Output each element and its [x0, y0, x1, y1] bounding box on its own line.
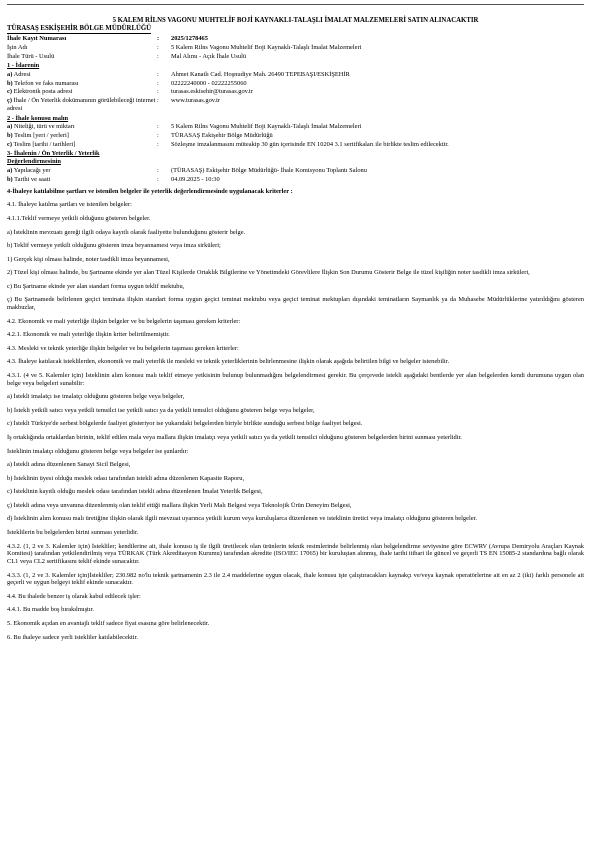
paragraph: 4.2. Ekonomik ve mali yeterliğe ilişkin belgeler ve bu belgelerin taşıması gereken kriterler:: [7, 317, 241, 325]
row-value: Sözleşme imzalanmasını müteakip 30 gün içerisinde EN 10204 3.1 sertifikaları ile birlikte teslim edilecektir.: [171, 141, 449, 149]
tender-kayit-value: 2025/1278465: [171, 35, 208, 43]
paragraph: ç) Bu Şartnamede belirlenen geçici teminata ilişkin standart forma uygun geçici teminat mektubu veya geçici teminat mektupları dışındaki teminatların Saymanlık ya da Muhasebe Müdürlüklerine yatırıldığını gösteren makbuzlar,: [7, 296, 584, 312]
row-value: TÜRASAŞ Eskişehir Bölge Müdürlüğü: [171, 132, 273, 140]
paragraph: 5. Ekonomik açıdan en avantajlı teklif sadece fiyat esasına göre belirlenecektir.: [7, 619, 210, 627]
paragraph: 1) Gerçek kişi olması halinde, noter tasdikli imza beyannamesi,: [7, 255, 170, 263]
section2-heading: 2 - İhale konusu malın: [7, 114, 69, 122]
row-label: Yapılacağı yer: [13, 166, 51, 174]
paragraph: ç) İstekli adına veya unvanına düzenlenmiş olan teklif ettiği mallara ilişkin Yerli Malı Belgesi veya Teknolojik Ürün Deneyim Belgesi,: [7, 501, 352, 509]
paragraph: b) İstekli yetkili satıcı veya yetkili temsilci ise yetkili satıcı ya da yetkili temsilci olduğunu gösteren belge veya belgeler,: [7, 406, 315, 414]
section2-row: [7, 123, 584, 132]
tender-adi-value: 5 Kalem Rilns Vagonu Muhtelif Boji Kaynaklı-Talaşlı İmalat Malzemeleri: [171, 44, 362, 52]
row-letter: c): [7, 88, 12, 96]
section3-row: [7, 176, 584, 185]
row-label: İhale / Ön Yeterlik dokümanının görülebileceği internet adresi: [7, 97, 156, 113]
colon: :: [157, 53, 159, 61]
row-letter: a): [7, 123, 13, 131]
section2-table: [7, 123, 584, 150]
section1-row: [7, 97, 584, 112]
paragraph: 4.3. Mesleki ve teknik yeterliğe ilişkin belgeler ve bu belgelerin taşıması gereken kriterler:: [7, 344, 239, 352]
paragraph: 4.2.1. Ekonomik ve mali yeterliğe ilişkin kriter belirtilmemiştir.: [7, 331, 170, 339]
section1-row: [7, 80, 584, 89]
tender-adi-label: İşin Adı: [7, 44, 28, 52]
row-letter: b): [7, 132, 13, 140]
top-rule: [7, 4, 584, 5]
paragraph: 4.1. İhaleye katılma şartları ve istenilen belgeler:: [7, 201, 132, 209]
row-value: turasas.eskisehir@turasas.gov.tr: [171, 88, 253, 96]
paragraph: c) İstekli Türkiye'de serbest bölgelerde faaliyet gösteriyor ise yukarıdaki belgelerden biriyle birlikte sunduğu serbest bölge faaliyet belgesi.: [7, 420, 363, 428]
tender-kayit-row: [7, 35, 584, 44]
paragraph: c) İsteklinin kayıtlı olduğu meslek odası tarafından istekli adına düzenlenen İmalat Yeterlik Belgesi,: [7, 488, 263, 496]
row-letter: b): [7, 175, 13, 183]
colon: :: [157, 166, 159, 174]
section1-table: [7, 71, 584, 113]
tender-adi-row: [7, 44, 584, 53]
paragraph: a) İsteklinin mevzuatı gereği ilgili odaya kayıtlı olarak faaliyette bulunduğunu gösterir belge.: [7, 228, 246, 236]
row-value: 04.09.2025 - 10:30: [171, 175, 220, 183]
colon: :: [157, 79, 159, 87]
colon: :: [157, 35, 160, 43]
paragraph: b) İsteklinin üyesi olduğu meslek odası tarafından istekli adına düzenlenen Kapasite Raporu,: [7, 474, 245, 482]
paragraph: 2) Tüzel kişi olması halinde, bu Şartname ekinde yer alan Tüzel Kişilerde Ortaklık Bilgilerine ve Yönetimdeki Görevlilere İlişkin Son Durumu Gösterir Belge ile tüzel kişiliğin noter tasdikli imza sirküleri,: [7, 269, 530, 277]
row-value: www.turasas.gov.tr: [171, 97, 221, 105]
tender-turu-label: İhale Türü - Usulü: [7, 53, 55, 61]
section1-row: [7, 88, 584, 97]
tender-turu-value: Mal Alımı - Açık İhale Usulü: [171, 53, 247, 61]
paragraph: b) Teklif vermeye yetkili olduğunu gösteren imza beyannamesi veya imza sirküleri;: [7, 242, 221, 250]
section3-table: [7, 167, 584, 185]
row-label: Teslim [tarihi / tarihleri]: [13, 141, 76, 149]
colon: :: [157, 97, 159, 105]
row-label: Adresi: [13, 70, 31, 78]
row-letter: a): [7, 166, 13, 174]
document-subtitle: TÜRASAŞ ESKİŞEHİR BÖLGE MÜDÜRLÜĞÜ: [7, 25, 151, 34]
row-label: Elektronik posta adresi: [13, 88, 73, 96]
colon: :: [157, 132, 159, 140]
row-letter: a): [7, 70, 13, 78]
paragraph: a) İstekli adına düzenlenen Sanayi Sicil Belgesi,: [7, 461, 131, 469]
paragraph: 4.1.1.Teklif vermeye yetkili olduğunu gösteren belgeler.: [7, 214, 151, 222]
colon: :: [157, 70, 159, 78]
section2-row: [7, 132, 584, 141]
colon: :: [157, 141, 159, 149]
paragraph: İş ortaklığında ortaklardan birinin, teklif edilen mala veya mallara ilişkin imalatçı veya yetkili satıcı ya da yetkili temsilci olduğunu gösteren belgelerden birini sunması yeterlidir.: [7, 433, 462, 441]
paragraph: İsteklinin imalatçı olduğunu gösteren belge veya belgeler ise şunlardır:: [7, 447, 189, 455]
row-value: Ahmet Kanatlı Cad. Hoşnudiye Mah. 26490 TEPEBAŞI/ESKİŞEHİR: [171, 70, 350, 78]
section1-heading: 1 - İdarenin: [7, 62, 40, 70]
row-letter: ç): [7, 97, 12, 105]
paragraph: d) İsteklinin alım konusu malı üretiğine ilişkin olarak ilgili mevzuat uyarınca yetkili kurum veya kuruluşlarca düzenlenen ve isteklinin üretici veya imalatçı olduğunu gösteren belgeler.: [7, 515, 477, 523]
section1-row: [7, 71, 584, 80]
row-value: (TÜRASAŞ) Eskişehir Bölge Müdürlüğü- İhale Komisyonu Toplantı Salonu: [171, 166, 367, 174]
section4-heading-text: 4-İhaleye katılabilme şartları ve istenilen belgeler ile yeterlik değerlendirmesinde uygulanacak kriterler: [7, 187, 289, 195]
colon: :: [157, 123, 159, 131]
section3-heading: 3- İhalenin / Ön Yeterlik / Yeterlik Değerlendirmesinin: [7, 150, 100, 166]
section4-heading: 4-İhaleye katılabilme şartları ve istenilen belgeler ile yeterlik değerlendirmesinde uygulanacak kriterler :: [7, 187, 293, 195]
tender-turu-row: [7, 53, 584, 62]
paragraph: a) İstekli imalatçı ise imalatçı olduğunu gösteren belge veya belgeler,: [7, 393, 185, 401]
row-value: 5 Kalem Rilns Vagonu Muhtelif Boji Kaynaklı-Talaşlı İmalat Malzemeleri: [171, 123, 362, 131]
paragraph: 4.3.3. (1, 2 ve 3. Kalemler için)İstekliler; 230.982 no'lu teknik şartnamenin 2.3 ile 2.4 maddelerine uygun olacak, ihale konusu işte çalıştıracakları kaynakçı ve/veya kaynak operatörlerine ait en az 2 (iki) farklı personele ait geçerli ve uygun belgeyi teklif ekinde sunacaktır.: [7, 571, 584, 587]
body-paragraphs: [7, 201, 584, 641]
paragraph: 4.3. İhaleye katılacak isteklilerden, ekonomik ve mali yeterlik ile mesleki ve teknik yeterliklerinin belirlenmesine ilişkin olarak aşağıda belirtilen bilgi ve belgeler istenebilir.: [7, 358, 450, 366]
row-label: Niteliği, türü ve miktarı: [13, 123, 75, 131]
row-label: Teslim [yeri / yerleri]: [14, 132, 69, 140]
row-letter: c): [7, 141, 12, 149]
paragraph: c) Bu Şartname ekinde yer alan standart forma uygun teklif mektubu,: [7, 282, 185, 290]
paragraph: 4.3.1. (4 ve 5. Kalemler için) İsteklinin alım konusu malı teklif etmeye yetkisinin bulunup bulunmadığını belgelendirmesi gerekir. Bu çerçevede istekli aşağıdaki bentlerde yer alan belgelerden kendi durumuna uygun olan belge veya belgeleri sunabilir:: [7, 371, 584, 387]
colon: :: [157, 88, 159, 96]
row-value: 02222240000 - 02222255060: [171, 79, 247, 87]
paragraph: 6. Bu ihaleye sadece yerli istekliler katılabilecektir.: [7, 633, 138, 641]
paragraph: İsteklilerin bu belgelerden birini sunması yeterlidir.: [7, 529, 139, 537]
paragraph: 4.4. Bu ihalede benzer iş olarak kabul edilecek işler:: [7, 592, 141, 600]
row-letter: b): [7, 79, 13, 87]
section3-row: [7, 167, 584, 176]
colon: :: [157, 175, 159, 183]
row-label: Telefon ve faks numarası: [14, 79, 79, 87]
colon: :: [157, 44, 159, 52]
section2-row: [7, 141, 584, 150]
row-label: Tarihi ve saati: [14, 175, 51, 183]
paragraph: 4.4.1. Bu madde boş bırakılmıştır.: [7, 606, 94, 614]
tender-kayit-label: İhale Kayıt Numarası: [7, 35, 67, 43]
document-title: 5 KALEM RİLNS VAGONU MUHTELİF BOJİ KAYNAKLI-TALAŞLI İMALAT MALZEMELERİ SATIN ALINACAKTIR: [112, 17, 479, 24]
tender-info-table: [7, 35, 584, 62]
paragraph: 4.3.2. (1, 2 ve 3. Kalemler için) İstekliler; kendilerine ait, ihale konusu iş ile ilgili üretilecek olan ürünlerin teknik resimlerinde belirlenmiş olan belgelendirme seviyesine göre ECWRV (Avrupa Demiryolu Araçları Kaynak Komitesi) tarafından yetkilendirilmiş veya TÜRKAK (Türk Akreditasyon Kurumu) tarafından akredite (ISO/IEC 17065) bir kuruluştan alınmış, ihale tarihi itibari ile güncel ve geçerli TS EN 15085-2 standardına bağlı olarak CL1 veya CL2 sertifikasını teklif ekinde sunacaktır.: [7, 542, 584, 565]
